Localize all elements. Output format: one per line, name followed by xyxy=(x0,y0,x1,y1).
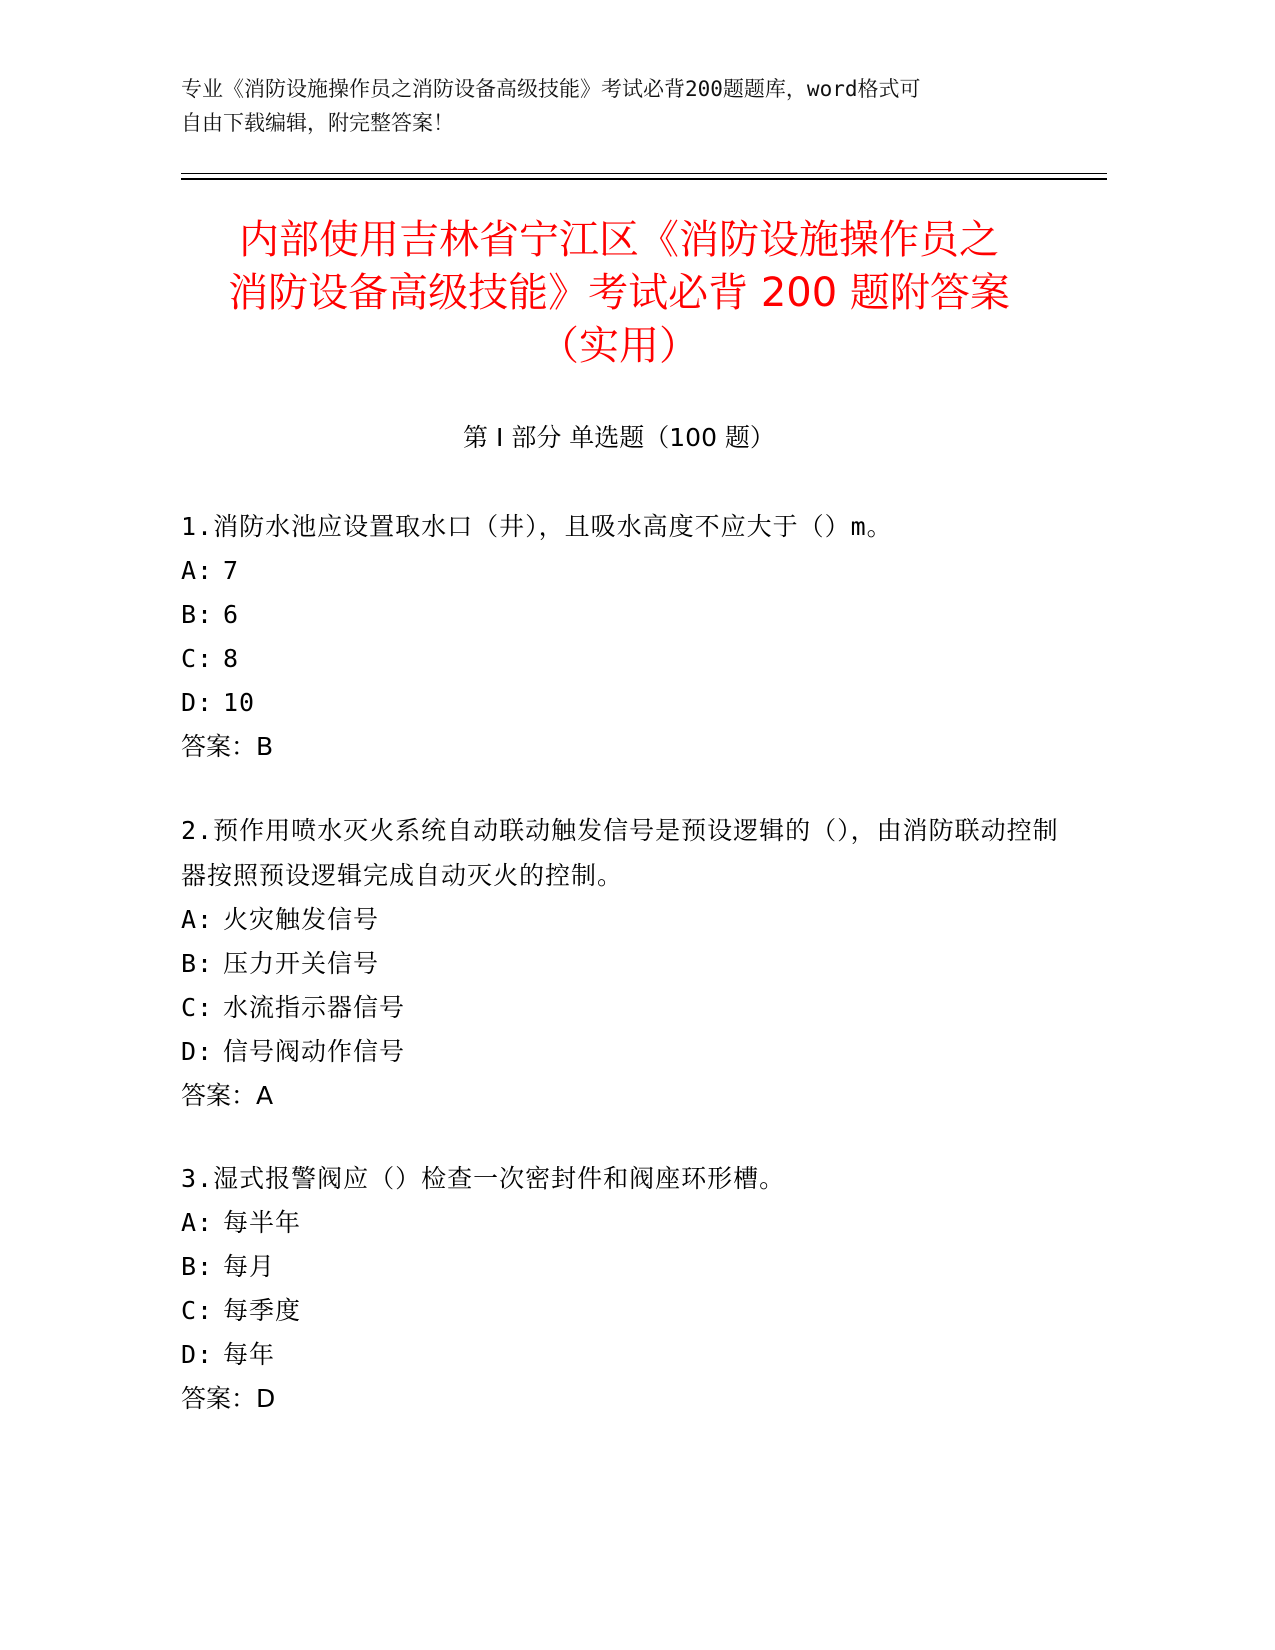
document-title-line2: 消防设备高级技能》考试必背 200 题附答案 xyxy=(228,270,1010,316)
answer-line: 答案：A xyxy=(181,1081,274,1110)
option-text: 水流指示器信号 xyxy=(223,993,406,1022)
option-text: 每季度 xyxy=(223,1296,302,1325)
option-letter: A: xyxy=(181,556,214,585)
option-b xyxy=(181,1245,1061,1289)
option-a xyxy=(181,549,1061,593)
document-title-line1: 内部使用吉林省宁江区《消防设施操作员之 xyxy=(239,217,999,263)
option-letter: D: xyxy=(181,1037,214,1066)
answer-line: 答案：D xyxy=(181,1384,276,1413)
option-letter: B: xyxy=(181,1252,214,1281)
option-a xyxy=(181,898,1061,942)
header-note-line1: 专业《消防设施操作员之消防设备高级技能》考试必背200题题库，word格式可 xyxy=(181,77,921,101)
option-c xyxy=(181,1289,1061,1333)
option-letter: C: xyxy=(181,1296,214,1325)
option-letter: C: xyxy=(181,993,214,1022)
question-stem: 3.湿式报警阀应（）检查一次密封件和阀座环形槽。 xyxy=(181,1164,786,1193)
option-text: 每月 xyxy=(223,1252,276,1281)
option-letter: B: xyxy=(181,600,214,629)
option-d xyxy=(181,1333,1061,1377)
question-stem: 1.消防水池应设置取水口（井），且吸水高度不应大于（）m。 xyxy=(181,512,893,541)
option-d xyxy=(181,1030,1061,1074)
option-b xyxy=(181,593,1061,637)
document-title xyxy=(181,214,1057,373)
option-text: 6 xyxy=(223,600,240,629)
option-letter: A: xyxy=(181,1208,214,1237)
option-c xyxy=(181,637,1061,681)
option-letter: D: xyxy=(181,688,214,717)
answer-line: 答案：B xyxy=(181,732,274,761)
header-note xyxy=(181,72,1061,140)
option-text: 8 xyxy=(223,644,240,673)
header-rule-thin xyxy=(181,173,1107,174)
option-text: 信号阀动作信号 xyxy=(223,1037,406,1066)
question-1 xyxy=(181,504,1061,769)
question-stem: 2.预作用喷水灭火系统自动联动触发信号是预设逻辑的（），由消防联动控制器按照预设逻辑完成自动灭火的控制。 xyxy=(181,816,1059,890)
option-a xyxy=(181,1201,1061,1245)
question-3 xyxy=(181,1156,1061,1421)
section-heading: 第 I 部分 单选题（100 题） xyxy=(463,423,775,452)
option-text: 10 xyxy=(223,688,256,717)
option-letter: B: xyxy=(181,949,214,978)
header-rule-thick xyxy=(181,178,1107,180)
option-letter: A: xyxy=(181,905,214,934)
document-title-line3: （实用） xyxy=(539,323,699,369)
option-text: 每半年 xyxy=(223,1208,302,1237)
option-text: 火灾触发信号 xyxy=(223,905,380,934)
question-2 xyxy=(181,808,1061,1118)
option-text: 7 xyxy=(223,556,240,585)
option-letter: C: xyxy=(181,644,214,673)
header-note-line2: 自由下载编辑，附完整答案！ xyxy=(181,111,454,135)
option-c xyxy=(181,986,1061,1030)
option-text: 每年 xyxy=(223,1340,276,1369)
option-letter: D: xyxy=(181,1340,214,1369)
option-text: 压力开关信号 xyxy=(223,949,380,978)
option-d xyxy=(181,681,1061,725)
option-b xyxy=(181,942,1061,986)
